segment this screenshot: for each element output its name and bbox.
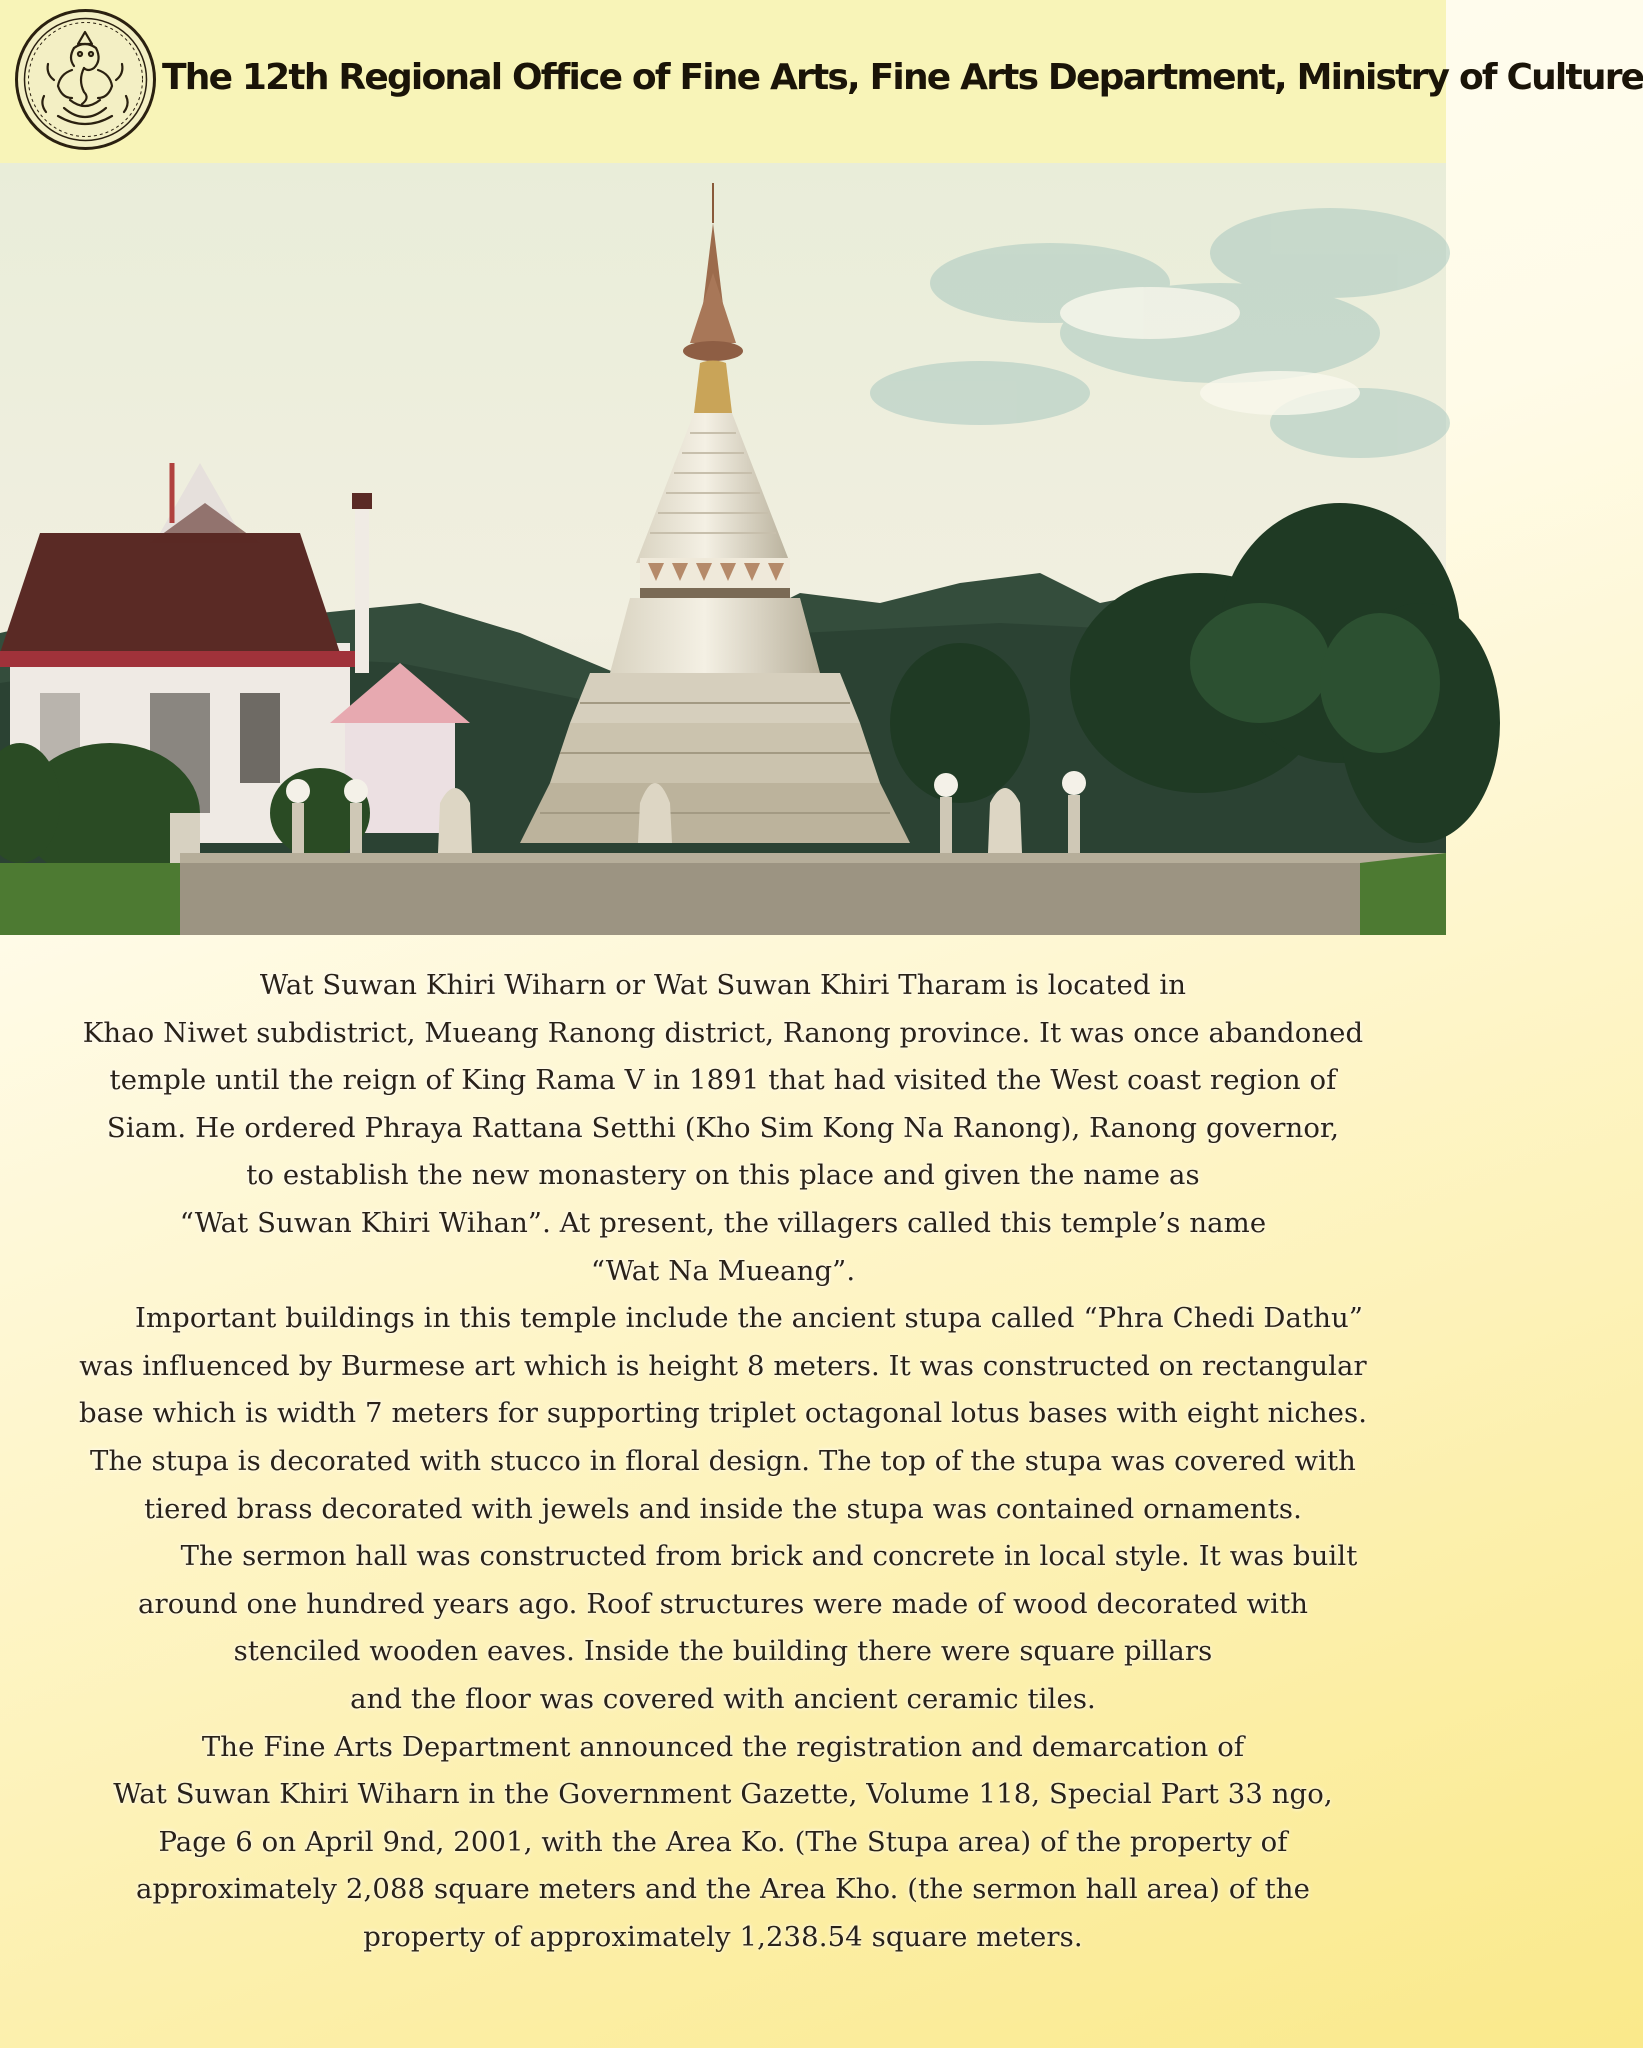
body-line: “Wat Suwan Khiri Wihan”. At present, the villagers called this temple’s name xyxy=(179,1206,1267,1239)
body-line: The stupa is decorated with stucco in floral design. The top of the stupa was covered with xyxy=(90,1444,1356,1477)
body-line: was influenced by Burmese art which is height 8 meters. It was constructed on rectangular xyxy=(79,1349,1367,1382)
body-line: Khao Niwet subdistrict, Mueang Ranong district, Ranong province. It was once abandoned xyxy=(82,1016,1364,1049)
body-line: Wat Suwan Khiri Wiharn in the Government Gazette, Volume 118, Special Part 33 ngo, xyxy=(113,1778,1333,1811)
body-line: Important buildings in this temple include the ancient stupa called “Phra Chedi Dathu” xyxy=(135,1302,1363,1335)
body-line: property of approximately 1,238.54 square meters. xyxy=(363,1920,1083,1953)
body-line: “Wat Na Mueang”. xyxy=(590,1254,856,1287)
header-banner xyxy=(0,0,1643,163)
body-line: tiered brass decorated with jewels and inside the stupa was contained ornaments. xyxy=(144,1492,1302,1525)
body-line: Siam. He ordered Phraya Rattana Setthi (Kho Sim Kong Na Ranong), Ranong governor, xyxy=(106,1111,1340,1144)
body-line: around one hundred years ago. Roof structures were made of wood decorated with xyxy=(137,1587,1309,1620)
body-line: Wat Suwan Khiri Wiharn or Wat Suwan Khiri Tharam is located in xyxy=(259,969,1187,1001)
page-title: The 12th Regional Office of Fine Arts, Fine Arts Department, Ministry of Culture xyxy=(162,57,1643,98)
stupa-photo-illustration xyxy=(0,163,1446,935)
ganesha-seal-icon xyxy=(14,8,157,151)
body-line: The Fine Arts Department announced the registration and demarcation of xyxy=(201,1730,1245,1763)
article-body xyxy=(40,962,1406,1961)
body-line: The sermon hall was constructed from brick and concrete in local style. It was built xyxy=(180,1540,1358,1573)
body-line: stenciled wooden eaves. Inside the building there were square pillars xyxy=(233,1635,1213,1668)
body-line: temple until the reign of King Rama V in 1891 that had visited the West coast region of xyxy=(109,1064,1337,1097)
body-line: base which is width 7 meters for supporting triplet octagonal lotus bases with eight niches. xyxy=(78,1397,1368,1430)
body-line: Page 6 on April 9nd, 2001, with the Area Ko. (The Stupa area) of the property of xyxy=(158,1825,1288,1858)
body-line: to establish the new monastery on this place and given the name as xyxy=(246,1159,1200,1192)
body-line: and the floor was covered with ancient ceramic tiles. xyxy=(350,1682,1096,1715)
body-line: approximately 2,088 square meters and the Area Kho. (the sermon hall area) of the xyxy=(136,1873,1310,1906)
temple-photo xyxy=(0,163,1446,935)
